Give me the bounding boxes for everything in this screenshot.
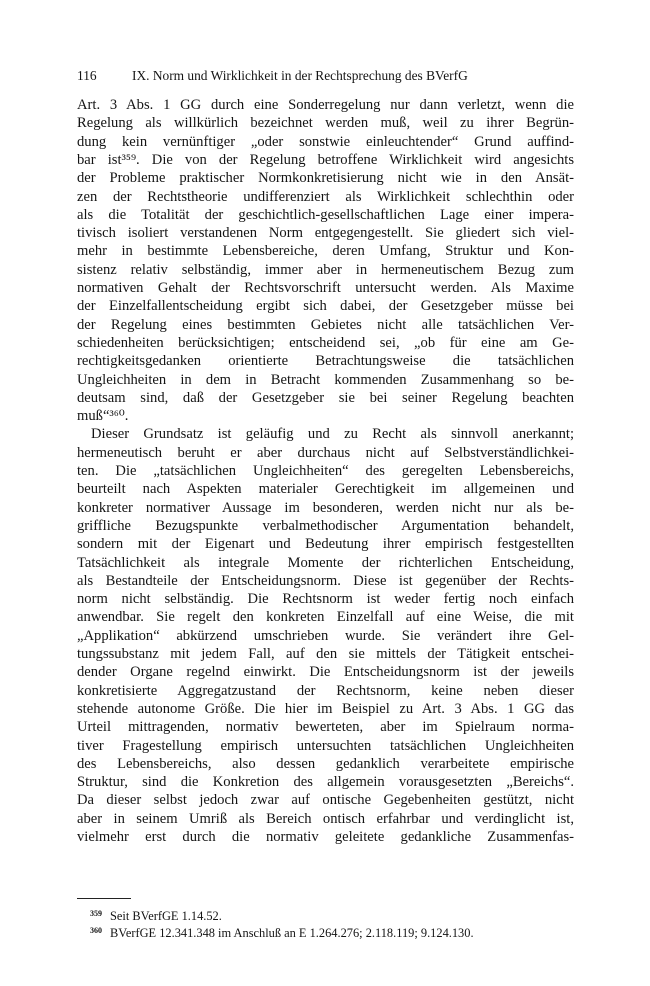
text-line: dender Organe regelnd einwirkt. Die Entscheidungsnorm ist der jeweils bbox=[77, 664, 574, 681]
footnote-360 bbox=[90, 923, 474, 941]
text-line: konkreter normativer Aussage im besonderen, werden nicht nur als be- bbox=[77, 499, 574, 516]
text-line: aber in seinem Umriß als Bereich ontisch erfahrbar und verdinglicht ist, bbox=[77, 810, 574, 827]
text-line: tungssubstanz mit jedem Fall, auf den sie mittels der Tätigkeit entschei- bbox=[77, 646, 574, 662]
text-line: tiver Fragestellung empirisch untersuchten tatsächlichen Ungleichheiten bbox=[77, 737, 574, 754]
running-header bbox=[77, 67, 577, 85]
running-title: IX. Norm und Wirklichkeit in der Rechtsprechung des BVerfG bbox=[132, 68, 468, 83]
text-line: vielmehr erst durch die normativ geleitete gedankliche Zusammenfas- bbox=[77, 829, 574, 845]
text-line: hermeneutisch beruht er aber durchaus nicht auf Selbstverständlichkei- bbox=[77, 444, 574, 461]
text-line: muß“³⁶⁰. bbox=[77, 408, 129, 425]
text-line: normativen Gehalt der Rechtsvorschrift untersucht werden. Als Maxime bbox=[77, 280, 574, 296]
text-line: Struktur, sind die Konkretion des allgemein vorausgesetzten „Bereichs“. bbox=[77, 774, 574, 791]
footnote-text: Seit BVerfGE 1.14.52. bbox=[110, 909, 222, 923]
page-number: 116 bbox=[77, 68, 97, 83]
text-line: Urteil mittragenden, normativ bewerteten, aber im Spielraum norma- bbox=[77, 719, 574, 736]
text-line: konkretisierte Aggregatzustand der Rechtsnorm, keine neben dieser bbox=[77, 682, 574, 699]
text-line: der Probleme praktischer Normkonkretisierung nicht wie in den Ansät- bbox=[77, 170, 574, 187]
text-line: tivisch isoliert verstandenen Norm entgegengestellt. Sie gliedert sich viel- bbox=[77, 225, 574, 242]
text-line: norm nicht selbständig. Die Rechtsnorm ist weder fertig noch einfach bbox=[77, 591, 574, 608]
text-line: „Applikation“ abkürzend umschrieben wurde. Sie verändert ihre Gel- bbox=[77, 627, 574, 644]
text-line: ten. Die „tatsächlichen Ungleichheiten“ des geregelten Lebensbereichs, bbox=[77, 463, 574, 479]
text-line: der Regelung eines bestimmten Gebietes nicht alle tatsächlichen Ver- bbox=[77, 316, 574, 333]
footnote-359 bbox=[90, 906, 222, 924]
text-line: rechtigkeitsgedanken orientierte Betrachtungsweise die tatsächlichen bbox=[77, 353, 574, 370]
footnote-mark: 359 bbox=[90, 909, 102, 918]
text-line: Ungleichheiten in dem in Betracht kommenden Zusammenhang so be- bbox=[77, 371, 574, 388]
text-line: zen der Rechtstheorie undifferenziert als Wirklichkeit schlechthin oder bbox=[77, 188, 574, 205]
text-line: als Bestandteile der Entscheidungsnorm. Diese ist gegenüber der Rechts- bbox=[77, 572, 574, 589]
text-line: sistenz relativ selbständig, immer aber in hermeneutischem Bezug zum bbox=[77, 261, 574, 278]
text-line: Dieser Grundsatz ist geläufig und zu Recht als sinnvoll anerkannt; bbox=[91, 426, 574, 443]
text-line: mehr in bestimmte Lebensbereiche, deren Umfang, Struktur und Kon- bbox=[77, 243, 574, 260]
footnote-text: BVerfGE 12.341.348 im Anschluß an E 1.264.276; 2.118.119; 9.124.130. bbox=[110, 926, 474, 940]
text-line: schiedenheiten berücksichtigen; entscheidend sei, „ob für eine am Ge- bbox=[77, 334, 574, 351]
text-line: als die Totalität der geschichtlich-gesellschaftlichen Lage einer impera- bbox=[77, 206, 574, 223]
text-line: dung kein vernünftiger „oder sonstwie einleuchtender“ Grund auffind- bbox=[77, 133, 574, 150]
text-line: bar ist³⁵⁹. Die von der Regelung betroffene Wirklichkeit wird angesichts bbox=[77, 151, 574, 168]
text-line: anwendbar. Sie regelt den konkreten Einzelfall auf eine Weise, die mit bbox=[77, 609, 574, 626]
text-line: deutsam sind, daß der Gesetzgeber sie bei seiner Regelung beachten bbox=[77, 389, 574, 406]
text-line: des Lebensbereichs, also dessen gedanklich verarbeitete empirische bbox=[77, 755, 574, 772]
text-line: sondern mit der Eigenart und Bedeutung ihrer empirisch festgestellten bbox=[77, 536, 574, 553]
footnote-divider bbox=[77, 898, 131, 899]
text-line: Art. 3 Abs. 1 GG durch eine Sonderregelung nur dann verletzt, wenn die bbox=[77, 97, 574, 113]
text-line: Da dieser selbst jedoch zwar auf ontische Gegebenheiten gestützt, nicht bbox=[77, 792, 574, 809]
text-line: der Einzelfallentscheidung ergibt sich dabei, der Gesetzgeber müsse bei bbox=[77, 298, 574, 315]
text-line: griffliche Bezugspunkte verbalmethodischer Argumentation behandelt, bbox=[77, 517, 574, 534]
text-line: Regelung als willkürlich bezeichnet werden muß, weil zu ihrer Begrün- bbox=[77, 115, 574, 132]
footnote-mark: 360 bbox=[90, 926, 102, 935]
text-line: beurteilt nach Aspekten materialer Gerechtigkeit im allgemeinen und bbox=[77, 481, 574, 498]
text-line: Tatsächlichkeit als integrale Momente der richterlichen Entscheidung, bbox=[77, 554, 574, 571]
text-line: stehende autonome Größe. Die hier im Beispiel zu Art. 3 Abs. 1 GG das bbox=[77, 700, 574, 717]
